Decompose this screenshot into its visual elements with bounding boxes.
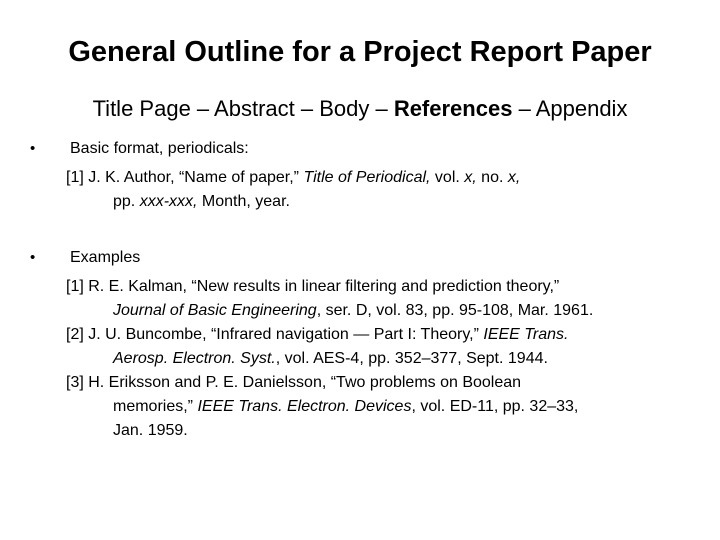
reference-line: [1] R. E. Kalman, “New results in linear filtering and prediction theory,”: [66, 278, 560, 295]
ref-italic: xxx-xxx,: [139, 193, 198, 210]
ref-italic: x,: [507, 169, 521, 186]
bullet-label: Basic format, periodicals:: [70, 140, 249, 157]
ref-italic: x,: [464, 169, 477, 186]
subtitle-part-2: – Appendix: [512, 96, 628, 121]
ref-italic: Journal of Basic Engineering: [113, 302, 317, 319]
reference-line: [66, 347, 686, 371]
ref-text: , vol. AES-4, pp. 352–377, Sept. 1944.: [275, 350, 548, 367]
ref-italic: Aerosp. Electron. Syst.: [113, 350, 276, 367]
reference-line: [3] H. Eriksson and P. E. Danielsson, “Two problems on Boolean: [66, 374, 522, 391]
reference-line: [66, 299, 686, 323]
bullet-icon: •: [30, 140, 36, 157]
reference-line: Jan. 1959.: [113, 422, 188, 439]
reference-line: [66, 166, 686, 190]
ref-text: , vol. ED-11, pp. 32–33,: [411, 398, 579, 415]
ref-italic: IEEE Trans.: [483, 326, 569, 343]
ref-text: [1] J. K. Author, “Name of paper,”: [66, 169, 304, 186]
ref-text: vol.: [430, 169, 465, 186]
slide-title: General Outline for a Project Report Paper: [68, 36, 652, 68]
bullet-icon: •: [30, 249, 36, 266]
ref-text: Month, year.: [197, 193, 290, 210]
ref-text: [2] J. U. Buncombe, “Infrared navigation — Part I: Theory,”: [66, 326, 484, 343]
subtitle-part-1: Title Page – Abstract – Body –: [92, 96, 394, 121]
bullet-label: Examples: [70, 249, 141, 266]
ref-italic: IEEE Trans. Electron. Devices: [197, 398, 412, 415]
reference-example-list: [66, 275, 686, 443]
slide-subtitle: [0, 96, 720, 122]
ref-italic: Title of Periodical,: [303, 169, 431, 186]
subtitle-references: References: [393, 96, 513, 121]
reference-line: [66, 323, 686, 347]
reference-line: [66, 190, 686, 214]
ref-text: no.: [476, 169, 508, 186]
reference-format: [66, 166, 686, 214]
ref-text: memories,”: [113, 398, 198, 415]
ref-text: , ser. D, vol. 83, pp. 95-108, Mar. 1961.: [316, 302, 594, 319]
reference-line: [66, 395, 686, 419]
ref-text: pp.: [113, 193, 140, 210]
